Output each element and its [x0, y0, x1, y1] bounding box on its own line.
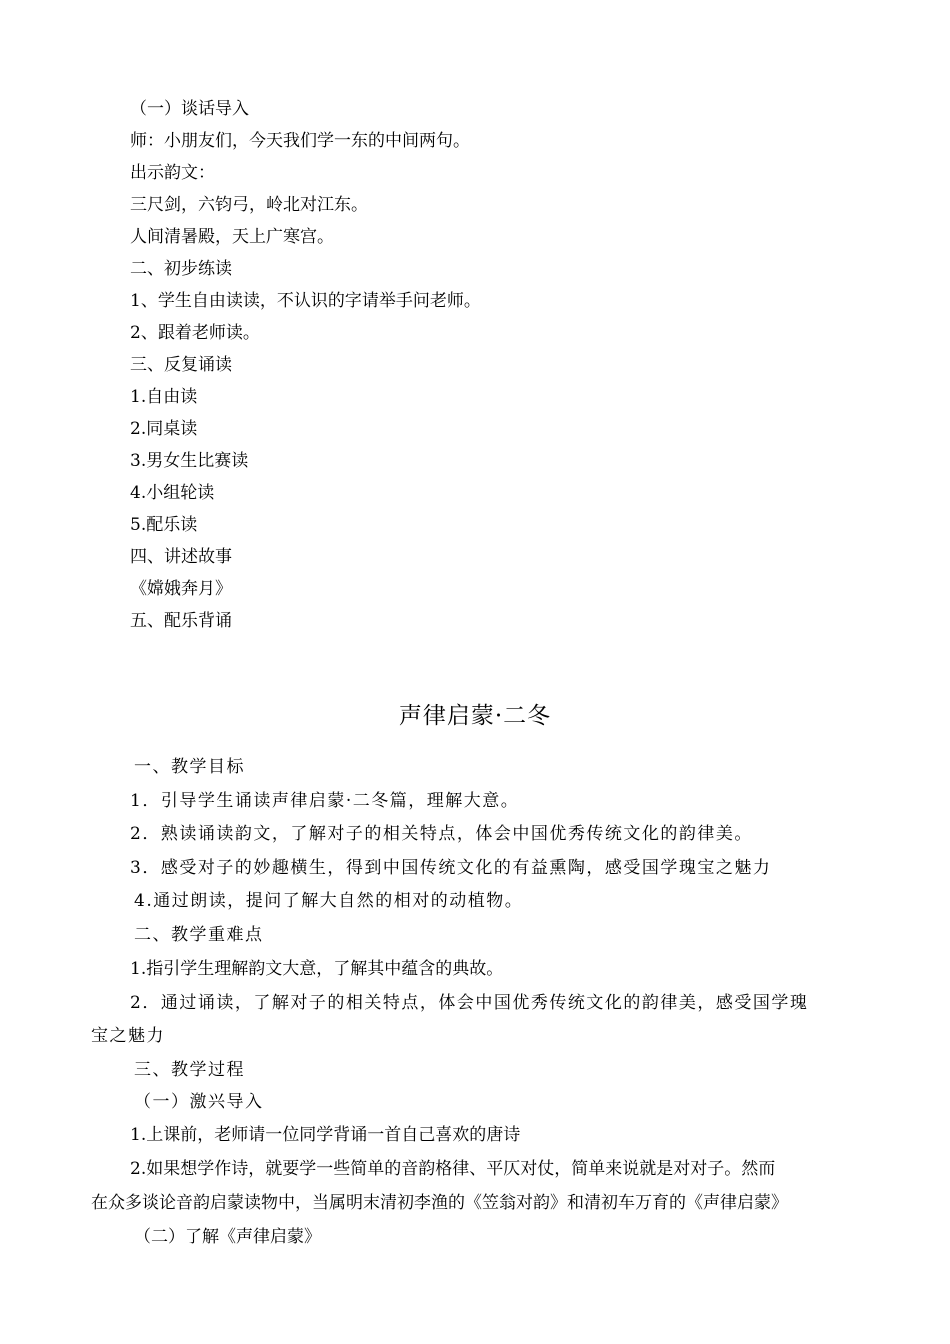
key-point-2-line-1: 2．通过诵读，了解对子的相关特点，体会中国优秀传统文化的韵律美，感受国学瑰 [130, 993, 809, 1013]
goal-item-4: 4.通过朗读，提问了解大自然的相对的动植物。 [134, 891, 524, 911]
goals-heading: 一、教学目标 [134, 757, 245, 777]
verse-line-1: 三尺剑，六钧弓，岭北对江东。 [130, 195, 368, 215]
process-1-heading: （一）激兴导入 [134, 1092, 264, 1112]
show-text-label: 出示韵文： [130, 163, 215, 183]
practice-item-1: 1、学生自由读读，不认识的字请举手问老师。 [130, 291, 481, 311]
goal-item-1: 1．引导学生诵读声律启蒙·二冬篇，理解大意。 [130, 791, 520, 811]
story-title: 《嫦娥奔月》 [130, 579, 232, 599]
teacher-line: 师：小朋友们，今天我们学一东的中间两句。 [130, 131, 470, 151]
process-2-heading: （二）了解《声律启蒙》 [134, 1227, 321, 1247]
practice-item-2: 2、跟着老师读。 [130, 323, 260, 343]
reading-item-2: 2.同桌读 [130, 419, 198, 439]
lesson-title: 声律启蒙·二冬 [398, 703, 552, 729]
key-points-heading: 二、教学重难点 [134, 925, 264, 945]
process-1-item-2-line-1: 2.如果想学作诗，就要学一些简单的音韵格律、平仄对仗，简单来说就是对对子。然而 [130, 1159, 776, 1179]
section-heading-3: 三、反复诵读 [130, 355, 232, 375]
intro-heading: （一）谈话导入 [130, 99, 249, 119]
section-heading-4: 四、讲述故事 [130, 547, 232, 567]
reading-item-4: 4.小组轮读 [130, 483, 215, 503]
verse-line-2: 人间清暑殿，天上广寒宫。 [130, 227, 334, 247]
reading-item-1: 1.自由读 [130, 387, 198, 407]
goal-item-3: 3．感受对子的妙趣横生，得到中国传统文化的有益熏陶，感受国学瑰宝之魅力 [130, 858, 772, 878]
section-heading-2: 二、初步练读 [130, 259, 232, 279]
goal-item-2: 2．熟读诵读韵文，了解对子的相关特点，体会中国优秀传统文化的韵律美。 [130, 824, 753, 844]
process-1-item-1: 1.上课前，老师请一位同学背诵一首自己喜欢的唐诗 [130, 1125, 521, 1145]
process-1-item-2-line-2: 在众多谈论音韵启蒙读物中，当属明末清初李渔的《笠翁对韵》和清初车万育的《声律启蒙》 [91, 1193, 788, 1213]
key-point-2-line-2: 宝之魅力 [91, 1026, 165, 1046]
reading-item-3: 3.男女生比赛读 [130, 451, 249, 471]
key-point-1: 1.指引学生理解韵文大意，了解其中蕴含的典故。 [130, 959, 504, 979]
section-heading-5: 五、配乐背诵 [130, 611, 232, 631]
process-heading: 三、教学过程 [134, 1060, 245, 1080]
reading-item-5: 5.配乐读 [130, 515, 198, 535]
